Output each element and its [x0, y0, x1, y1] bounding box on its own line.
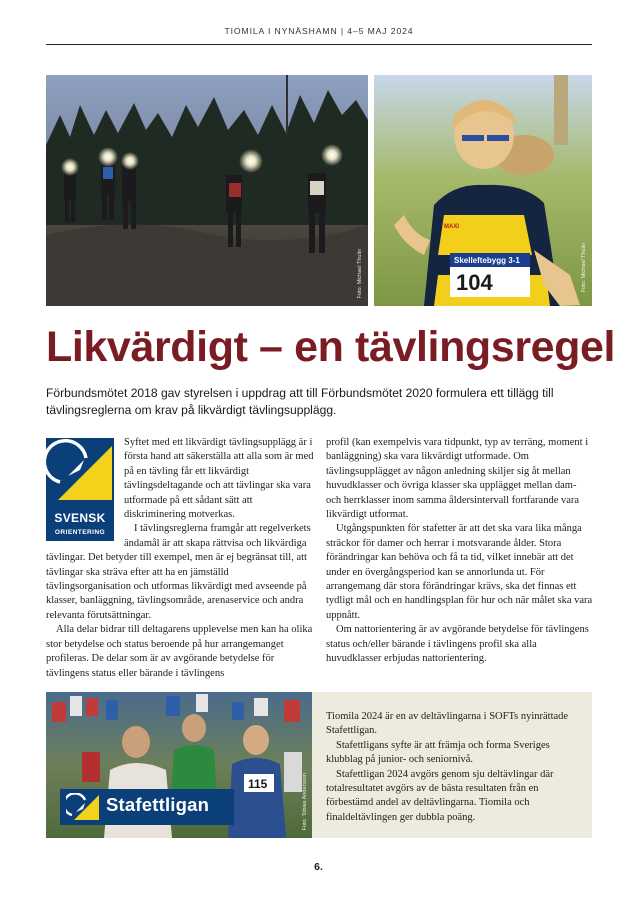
body-column-left	[46, 436, 314, 681]
svg-text:104: 104	[456, 270, 493, 295]
paragraph: Syftet med ett likvärdigt tävlingsupplägg är i första hand att säkerställa att alla som är med på en tävling får ett likvärdigt tävlingsdeltagande och att tävlingar ska vara utformade på ett sådant sätt att diskriminering motverkas.	[124, 437, 314, 521]
paragraph: Stafettligans syfte är att främja och forma Sveriges klubblag på junior- och seniornivå.	[326, 739, 550, 766]
paragraph: Tiomila 2024 är en av deltävlingarna i SOFTs nyinrättade Stafettligan.	[326, 711, 569, 737]
runner-girl-photo	[374, 75, 592, 306]
photo-credit: Foto: Michael Thulin	[581, 242, 587, 292]
header-divider	[46, 44, 592, 45]
svensk-orientering-logo	[46, 438, 114, 541]
photo-credit: Foto: Tobias Andersson	[302, 772, 308, 830]
svg-text:MAXI: MAXI	[444, 224, 459, 230]
stafettligan-badge	[60, 789, 234, 825]
logo-line2: ORIENTERING	[54, 529, 106, 536]
article-title: Likvärdigt – en tävlingsregel	[46, 323, 616, 371]
body-column-right	[326, 436, 594, 667]
badge-label: Stafettligan	[106, 794, 210, 815]
relay-start-photo	[46, 692, 312, 838]
svg-text:115: 115	[248, 777, 268, 791]
running-header: TIOMILA I NYNÄSHAMN | 4–5 MAJ 2024	[224, 26, 414, 36]
logo-line1: SVENSK	[54, 511, 106, 525]
stafettligan-factbox	[46, 692, 592, 838]
photo-credit: Foto: Michael Thulin	[357, 248, 363, 298]
paragraph: Alla delar bidrar till deltagarens upplevelse men kan ha olika stor betydelse och status beroende på hur arrangemanget profileras. De delar som är av avgörande betydelse för tävlingens status eller bärande i tävlingens	[46, 624, 313, 679]
compass-icon	[66, 793, 100, 821]
svg-text:Skelleftebygg 3-1: Skelleftebygg 3-1	[454, 256, 520, 265]
page-number: 6.	[314, 861, 323, 873]
paragraph: profil (kan exempelvis vara tidpunkt, typ av terräng, moment i banläggning) ska vara likvärdigt utformade. Om tävlingsupplägget av någon anledning skiljer sig åt mellan huvudklasser och övriga klasser ska upplägget mellan dam- och herrklasser inom samma åldersintervall fortfarande vara likvärdigt utformat.	[326, 437, 589, 521]
article-ingress: Förbundsmötet 2018 gav styrelsen i uppdrag att till Förbundsmötet 2020 formulera ett tillägg till tävlingsreglerna om krav på likvärdigt tävlingsupplägg.	[46, 386, 554, 417]
compass-icon	[46, 438, 114, 508]
paragraph: Om nattorientering är av avgörande betydelse för tävlingens status och/eller bärande i tävlingens profil ska alla huvudklasser erbjudas nattorientering.	[326, 624, 589, 665]
paragraph: Stafettligan 2024 avgörs genom sju deltävlingar där totalresultatet avgörs av de bästa resultaten från en förbestämd andel av deltävlingarna. Tiomila och finaldeltävlingen ger dubbla poäng.	[326, 768, 554, 823]
paragraph: Utgångspunkten för stafetter är att det ska vara lika många sträckor för damer och herrar i motsvarande ålder. Stora förändringar kan behöva och få ta tid, vilket innebär att det under en övergångsperiod kan se annorlunda ut. För arrangemang där stora förändringar krävs, ska det finnas ett tydligt mål och en handlingsplan för hur och när målet ska vara uppnått.	[326, 523, 593, 621]
factbox-text	[326, 710, 584, 825]
night-runners-photo	[46, 75, 368, 306]
paragraph: I tävlingsreglerna framgår att regelverkets ändamål är att skapa rättvisa och likvärdiga tävlingar. Det betyder till exempel, men är ej begränsat till, att tävlingar ska sträva efter att ha en jämställd tävlingsorganisation och utformas likvärdigt med avseende på klasser, banläggning, tävlingsområde, arenaservice och andra relevanta förutsättningar.	[46, 523, 311, 621]
